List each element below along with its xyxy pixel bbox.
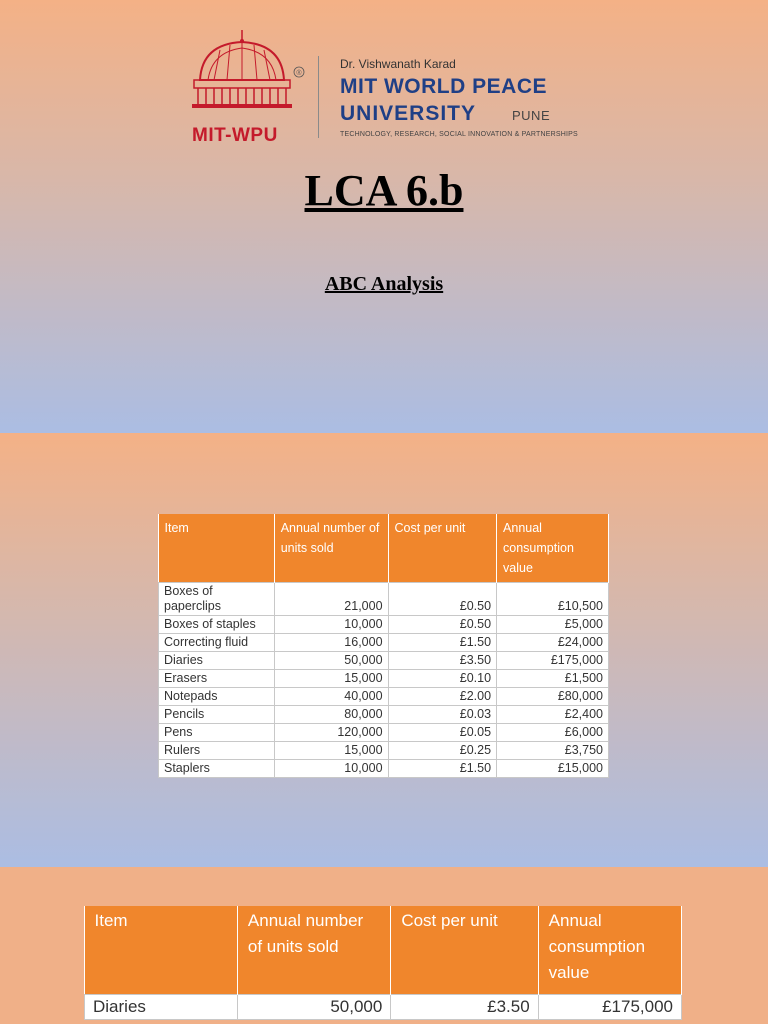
cell-item: Boxes of staples (159, 616, 275, 634)
cell-value: £10,500 (497, 583, 609, 616)
cell-value: £2,400 (497, 706, 609, 724)
header-item: Item (85, 906, 238, 995)
cell-value: £24,000 (497, 634, 609, 652)
cell-units: 120,000 (274, 724, 388, 742)
header-cost: Cost per unit (388, 514, 497, 583)
cell-cost: £2.00 (388, 688, 497, 706)
cell-cost: £1.50 (388, 634, 497, 652)
cell-item: Boxes of paperclips (159, 583, 275, 616)
table-row (159, 706, 609, 724)
cell-units: 40,000 (274, 688, 388, 706)
cell-item: Staplers (159, 760, 275, 778)
header-value: Annual consumption value (497, 514, 609, 583)
logo-name-line2: UNIVERSITY (340, 102, 477, 125)
cell-units: 15,000 (274, 742, 388, 760)
slide-subtitle-text: ABC Analysis (324, 273, 444, 295)
logo-divider (318, 56, 319, 138)
cell-units: 50,000 (274, 652, 388, 670)
cell-value: £15,000 (497, 760, 609, 778)
cell-value: £175,000 (538, 995, 681, 1020)
slide-title-text: LCA 6.b (304, 166, 464, 215)
logo-bottom-line: TECHNOLOGY, RESEARCH, SOCIAL INNOVATION & PARTNERSHIPS (340, 131, 578, 138)
slide-table (0, 433, 768, 867)
cell-units: 10,000 (274, 616, 388, 634)
cell-cost: £0.50 (388, 616, 497, 634)
header-cost: Cost per unit (391, 906, 538, 995)
cell-units: 15,000 (274, 670, 388, 688)
header-units: Annual number of units sold (274, 514, 388, 583)
logo-name-line1: MIT WORLD PEACE (340, 75, 547, 98)
cell-units: 21,000 (274, 583, 388, 616)
cell-item: Pencils (159, 706, 275, 724)
cell-value: £1,500 (497, 670, 609, 688)
cell-units: 16,000 (274, 634, 388, 652)
slide-table-detail (0, 867, 768, 1024)
table-row (159, 616, 609, 634)
cell-cost: £3.50 (388, 652, 497, 670)
dome-emblem-icon (190, 28, 310, 140)
abc-table (158, 514, 609, 778)
slide-title (0, 0, 768, 433)
cell-item: Notepads (159, 688, 275, 706)
cell-value: £175,000 (497, 652, 609, 670)
header-item: Item (159, 514, 275, 583)
cell-item: Pens (159, 724, 275, 742)
cell-cost: £0.10 (388, 670, 497, 688)
table-row (159, 724, 609, 742)
cell-value: £3,750 (497, 742, 609, 760)
logo-city: PUNE (512, 108, 551, 123)
table-row (159, 634, 609, 652)
cell-value: £6,000 (497, 724, 609, 742)
cell-item: Rulers (159, 742, 275, 760)
table-row (85, 995, 682, 1020)
cell-cost: £0.50 (388, 583, 497, 616)
table-row (159, 652, 609, 670)
table-header-row (85, 906, 682, 995)
cell-item: Diaries (159, 652, 275, 670)
cell-item: Erasers (159, 670, 275, 688)
cell-item: Correcting fluid (159, 634, 275, 652)
university-logo (190, 28, 590, 146)
cell-units: 80,000 (274, 706, 388, 724)
table-body (85, 995, 682, 1020)
table-row (159, 670, 609, 688)
table-row (159, 583, 609, 616)
cell-units: 50,000 (237, 995, 390, 1020)
table-row (159, 760, 609, 778)
table-row (159, 742, 609, 760)
logo-founder-line: Dr. Vishwanath Karad (340, 57, 456, 71)
cell-item: Diaries (85, 995, 238, 1020)
cell-cost: £0.03 (388, 706, 497, 724)
table-header-row (159, 514, 609, 583)
cell-cost: £0.05 (388, 724, 497, 742)
cell-value: £80,000 (497, 688, 609, 706)
cell-units: 10,000 (274, 760, 388, 778)
cell-cost: £3.50 (391, 995, 538, 1020)
header-units: Annual number of units sold (237, 906, 390, 995)
table-body (159, 583, 609, 778)
logo-abbreviation: MIT-WPU (192, 125, 278, 146)
cell-value: £5,000 (497, 616, 609, 634)
abc-table-detail (84, 906, 682, 1020)
cell-cost: £1.50 (388, 760, 497, 778)
table-row (159, 688, 609, 706)
cell-cost: £0.25 (388, 742, 497, 760)
header-value: Annual consumption value (538, 906, 681, 995)
registered-mark: ® (296, 70, 302, 77)
